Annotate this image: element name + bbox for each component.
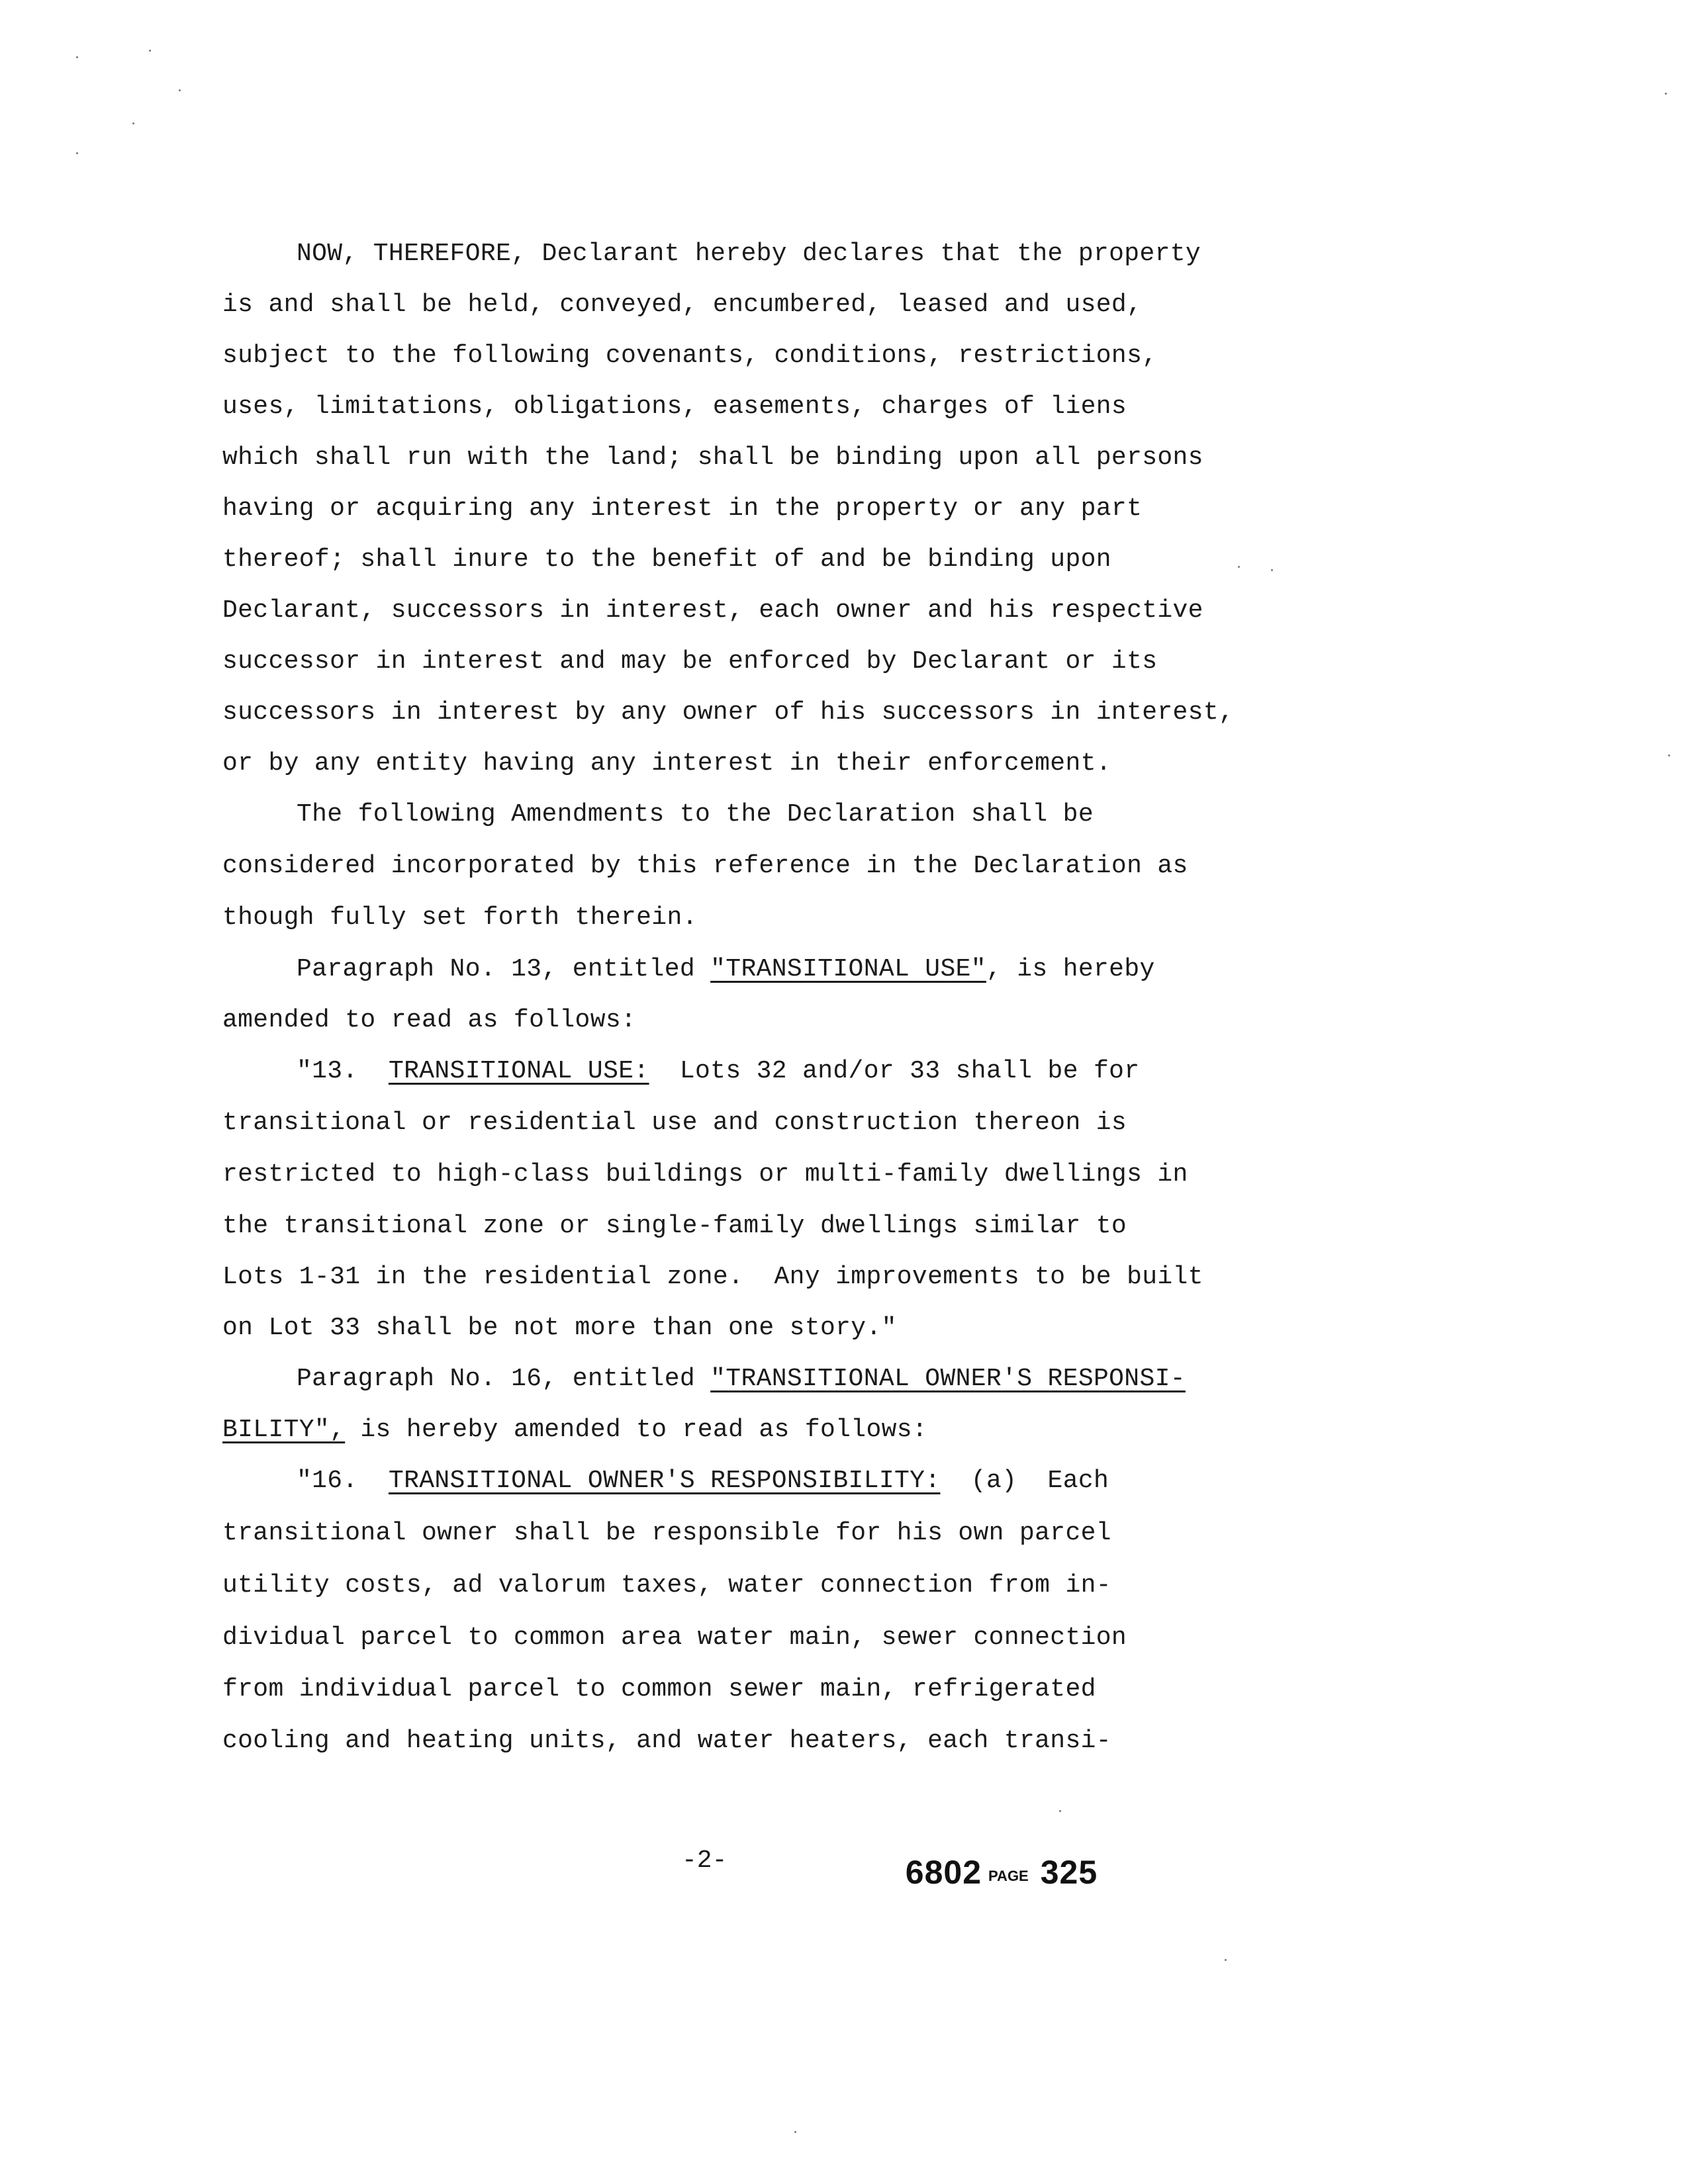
- text-span: though fully set forth therein.: [222, 903, 698, 932]
- text-span: thereof; shall inure to the benefit of and be binding upon: [222, 545, 1111, 574]
- scan-speck: [76, 56, 78, 58]
- text-line: [222, 445, 1203, 471]
- text-line: [222, 1521, 1111, 1546]
- scan-speck: [1668, 754, 1670, 756]
- page-label: PAGE: [988, 1868, 1029, 1884]
- text-span: is and shall be held, conveyed, encumbered, leased and used,: [222, 291, 1143, 319]
- text-span: Lots 1-31 in the residential zone. Any improvements to be built: [222, 1263, 1203, 1291]
- scan-speck: [132, 122, 134, 124]
- text-span: Lots 32 and/or 33 shall be for: [649, 1057, 1140, 1085]
- text-span: "13.: [297, 1057, 389, 1085]
- text-line: [222, 1214, 1127, 1239]
- text-line: [222, 854, 1188, 879]
- text-span: is hereby amended to read as follows:: [345, 1416, 928, 1444]
- underlined-text: "TRANSITIONAL USE": [710, 955, 986, 983]
- scan-speck: [1059, 1810, 1061, 1812]
- scan-speck: [76, 152, 78, 154]
- text-line: [222, 700, 1234, 725]
- text-span: subject to the following covenants, conditions, restrictions,: [222, 341, 1158, 370]
- text-line: [222, 1729, 1111, 1754]
- text-span: "16.: [297, 1467, 389, 1495]
- text-span: on Lot 33 shall be not more than one story.": [222, 1314, 897, 1342]
- text-span: Declarant, successors in interest, each owner and his respective: [222, 596, 1203, 625]
- text-line: [222, 1573, 1111, 1598]
- scan-speck: [1665, 93, 1667, 95]
- text-span: which shall run with the land; shall be binding upon all persons: [222, 443, 1203, 472]
- underlined-text: TRANSITIONAL OWNER'S RESPONSIBILITY:: [388, 1467, 941, 1495]
- text-line: [297, 242, 1201, 267]
- text-line: [222, 1316, 897, 1341]
- text-line: [222, 1418, 927, 1443]
- text-line: [222, 394, 1127, 420]
- book-page-stamp: [894, 1841, 1098, 1903]
- scan-speck: [1225, 1959, 1227, 1961]
- underlined-text: TRANSITIONAL USE:: [388, 1057, 649, 1085]
- scan-speck: [149, 50, 151, 52]
- text-span: successor in interest and may be enforced by Declarant or its: [222, 647, 1158, 676]
- text-span: from individual parcel to common sewer main, refrigerated: [222, 1675, 1096, 1704]
- text-span: transitional or residential use and construction thereon is: [222, 1109, 1127, 1137]
- text-span: successors in interest by any owner of his successors in interest,: [222, 698, 1235, 727]
- text-span: (a) Each: [940, 1467, 1109, 1495]
- text-span: or by any entity having any interest in their enforcement.: [222, 749, 1111, 778]
- text-line: [222, 598, 1203, 623]
- scan-speck: [1271, 569, 1273, 571]
- underlined-text: BILITY",: [222, 1416, 346, 1444]
- text-line: [222, 496, 1142, 522]
- book-page-number: 325: [1040, 1854, 1098, 1891]
- underlined-text: "TRANSITIONAL OWNER'S RESPONSI-: [710, 1365, 1186, 1393]
- text-span: amended to read as follows:: [222, 1006, 637, 1034]
- text-line: [297, 802, 1094, 827]
- scan-speck: [794, 2131, 796, 2133]
- text-line: [222, 1111, 1127, 1136]
- text-line: [222, 1008, 636, 1033]
- scan-speck: [1238, 566, 1240, 568]
- page-number: -2-: [682, 1846, 727, 1875]
- text-span: considered incorporated by this reference in the Declaration as: [222, 852, 1188, 880]
- text-span: Paragraph No. 13, entitled: [297, 955, 711, 983]
- text-line: [297, 1469, 1109, 1494]
- text-line: [222, 905, 698, 931]
- text-span: cooling and heating units, and water heaters, each transi-: [222, 1727, 1111, 1755]
- text-line: [297, 1367, 1186, 1392]
- text-span: having or acquiring any interest in the property or any part: [222, 494, 1143, 523]
- text-span: transitional owner shall be responsible for his own parcel: [222, 1519, 1111, 1547]
- text-span: uses, limitations, obligations, easements, charges of liens: [222, 392, 1127, 421]
- text-line: [222, 1625, 1127, 1651]
- text-span: restricted to high-class buildings or multi-family dwellings in: [222, 1160, 1188, 1189]
- text-span: the transitional zone or single-family dwellings similar to: [222, 1212, 1127, 1240]
- text-span: NOW, THEREFORE, Declarant hereby declares that the property: [297, 240, 1201, 268]
- text-span: The following Amendments to the Declaration shall be: [297, 800, 1094, 829]
- text-line: [222, 343, 1157, 369]
- text-span: dividual parcel to common area water main, sewer connection: [222, 1623, 1127, 1652]
- book-number: 6802: [905, 1854, 982, 1891]
- text-span: utility costs, ad valorum taxes, water connection from in-: [222, 1571, 1111, 1600]
- text-line: [222, 649, 1157, 674]
- text-line: [222, 293, 1142, 318]
- text-line: [222, 547, 1111, 572]
- text-line: [222, 1265, 1203, 1290]
- text-line: [297, 1059, 1139, 1084]
- text-span: , is hereby: [986, 955, 1155, 983]
- text-line: [222, 751, 1111, 776]
- scan-speck: [179, 89, 181, 91]
- text-line: [297, 957, 1155, 982]
- text-line: [222, 1162, 1188, 1187]
- text-line: [222, 1677, 1096, 1702]
- text-span: Paragraph No. 16, entitled: [297, 1365, 711, 1393]
